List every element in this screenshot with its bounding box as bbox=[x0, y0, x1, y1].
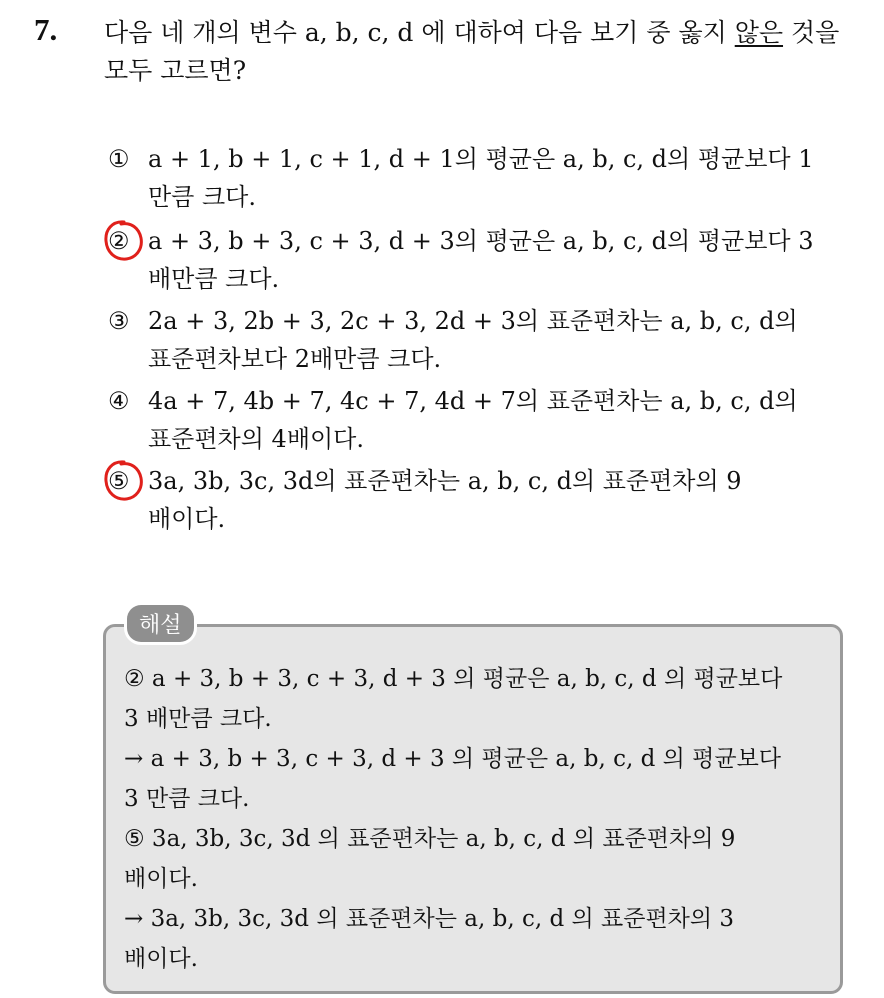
option-2-mark: ② bbox=[108, 227, 130, 255]
option-1[interactable] bbox=[108, 140, 848, 216]
stem-text-after: 것을 모두 고르면? bbox=[104, 18, 840, 85]
explanation-line-3: ⑤ 3a, 3b, 3c, 3d 의 표준편차는 a, b, c, d 의 표준편차의 9 배이다. bbox=[124, 826, 736, 892]
option-5-text: 3a, 3b, 3c, 3d의 표준편차는 a, b, c, d의 표준편차의 9 배이다. bbox=[148, 467, 742, 533]
option-2-text: a + 3, b + 3, c + 3, d + 3의 평균은 a, b, c, d의 평균보다 3 배만큼 크다. bbox=[148, 227, 814, 293]
option-2[interactable] bbox=[108, 222, 848, 298]
option-3-text: 2a + 3, 2b + 3, 2c + 3, 2d + 3의 표준편차는 a, b, c, d의 표준편차보다 2배만큼 크다. bbox=[148, 307, 798, 373]
option-4[interactable] bbox=[108, 382, 848, 458]
stem-text-before: 다음 네 개의 변수 a, b, c, d 에 대하여 다음 보기 중 옳지 bbox=[104, 18, 735, 47]
explanation-line-1: ② a + 3, b + 3, c + 3, d + 3 의 평균은 a, b, c, d 의 평균보다 3 배만큼 크다. bbox=[124, 666, 783, 732]
option-3[interactable] bbox=[108, 302, 848, 378]
explanation-label: 해설 bbox=[127, 605, 194, 642]
option-3-mark: ③ bbox=[108, 307, 130, 335]
explanation-line-2: → a + 3, b + 3, c + 3, d + 3 의 평균은 a, b, c, d 의 평균보다 3 만큼 크다. bbox=[124, 746, 782, 812]
option-4-mark: ④ bbox=[108, 387, 130, 415]
option-5[interactable] bbox=[108, 462, 848, 538]
question-stem bbox=[104, 14, 874, 90]
option-1-mark: ① bbox=[108, 145, 130, 173]
option-4-text: 4a + 7, 4b + 7, 4c + 7, 4d + 7의 표준편차는 a, b, c, d의 표준편차의 4배이다. bbox=[148, 387, 798, 453]
explanation-content bbox=[124, 659, 834, 979]
option-1-text: a + 1, b + 1, c + 1, d + 1의 평균은 a, b, c, d의 평균보다 1 만큼 크다. bbox=[148, 145, 814, 211]
stem-underlined-word: 않은 bbox=[734, 18, 784, 47]
option-5-mark: ⑤ bbox=[108, 467, 130, 495]
question-number: 7. bbox=[34, 12, 58, 47]
explanation-line-4: → 3a, 3b, 3c, 3d 의 표준편차는 a, b, c, d 의 표준편차의 3 배이다. bbox=[124, 906, 735, 972]
